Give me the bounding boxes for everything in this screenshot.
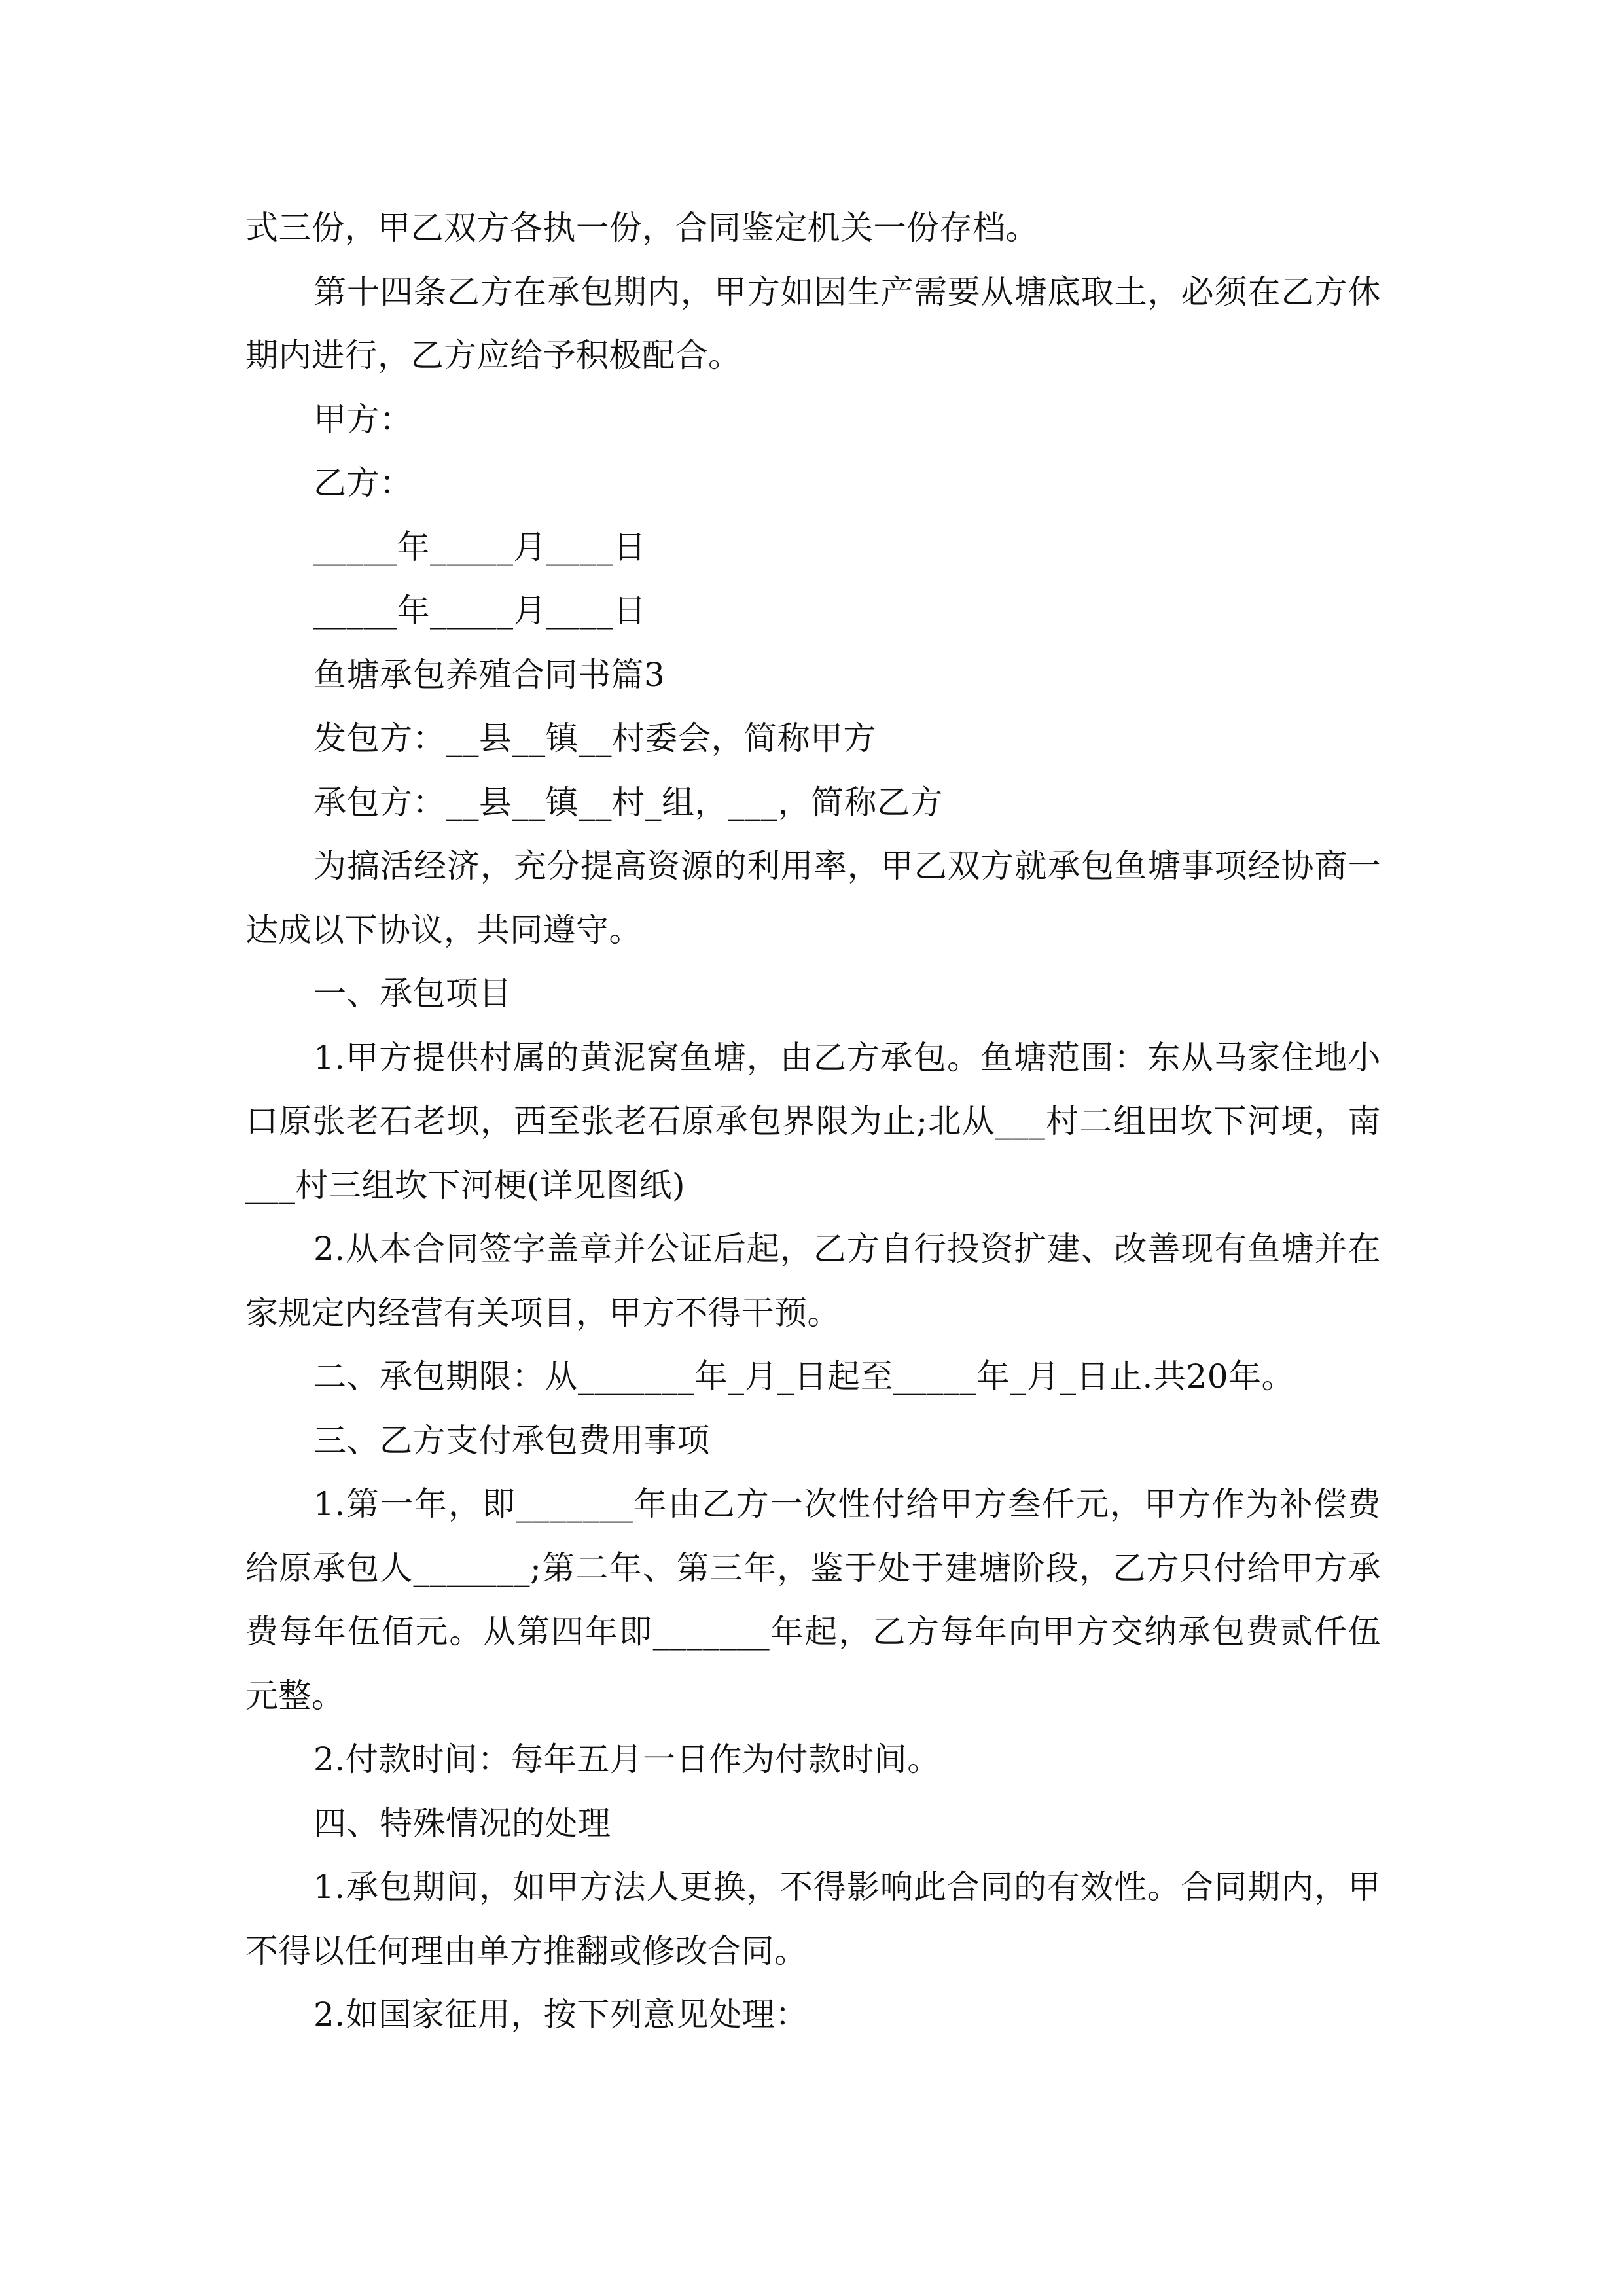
text-line-16: ___村三组坎下河梗(详见图纸) xyxy=(245,1166,686,1204)
text-line-14: 1.甲方提供村属的黄泥窝鱼塘，由乙方承包。鱼塘范围：东从马家住地小 xyxy=(313,1038,1381,1077)
date-line-1: _____年_____月____日 xyxy=(313,528,647,566)
text-line-18: 家规定内经营有关项目，甲方不得干预。 xyxy=(245,1293,840,1332)
date-line-2: _____年_____月____日 xyxy=(313,592,647,630)
text-line-11: 为搞活经济，充分提高资源的利用率，甲乙双方就承包鱼塘事项经协商一 xyxy=(313,847,1381,885)
text-line-25: 2.付款时间：每年五月一日作为付款时间。 xyxy=(313,1740,940,1778)
text-line-1: 式三份，甲乙双方各执一份，合同鉴定机关一份存档。 xyxy=(245,209,1039,247)
text-line-17: 2.从本合同签字盖章并公证后起，乙方自行投资扩建、改善现有鱼塘并在 xyxy=(313,1230,1381,1268)
text-line-29: 2.如国家征用，按下列意见处理： xyxy=(313,1996,808,2034)
text-line-28: 不得以任何理由单方推翻或修改合同。 xyxy=(245,1931,808,1970)
text-line-12: 达成以下协议，共同遵守。 xyxy=(245,910,642,949)
heading-payment: 三、乙方支付承包费用事项 xyxy=(313,1421,710,1460)
heading-term: 二、承包期限：从_______年_月_日起至_____年_月_日止.共20年。 xyxy=(313,1357,1295,1395)
text-line-27: 1.承包期间，如甲方法人更换，不得影响此合同的有效性。合同期内，甲 xyxy=(313,1868,1381,1906)
document-body xyxy=(245,196,1381,2047)
text-line-22: 给原承包人_______;第二年、第三年，鉴于处于建塘阶段，乙方只付给甲方承 xyxy=(245,1549,1381,1587)
section-title: 鱼塘承包养殖合同书篇3 xyxy=(313,655,666,694)
text-line-21: 1.第一年，即_______年由乙方一次性付给甲方叁仟元，甲方作为补偿费 xyxy=(313,1485,1381,1523)
signature-party-b: 乙方： xyxy=(313,464,413,502)
text-line-2: 第十四条乙方在承包期内，甲方如因生产需要从塘底取土，必须在乙方休 xyxy=(313,272,1381,311)
signature-party-a: 甲方： xyxy=(313,400,413,439)
issuing-party: 发包方：__县__镇__村委会，简称甲方 xyxy=(313,719,876,757)
heading-special-cases: 四、特殊情况的处理 xyxy=(313,1804,611,1842)
text-line-3: 期内进行，乙方应给予积极配合。 xyxy=(245,336,741,374)
text-line-24: 元整。 xyxy=(245,1676,345,1715)
text-line-23: 费每年伍佰元。从第四年即_______年起，乙方每年向甲方交纳承包费贰仟伍 xyxy=(245,1613,1381,1651)
heading-project: 一、承包项目 xyxy=(313,975,512,1013)
contracting-party: 承包方：__县__镇__村_组，___，简称乙方 xyxy=(313,783,943,821)
text-line-15: 口原张老石老坝，西至张老石原承包界限为止;北从___村二组田坎下河埂，南 xyxy=(245,1102,1381,1140)
